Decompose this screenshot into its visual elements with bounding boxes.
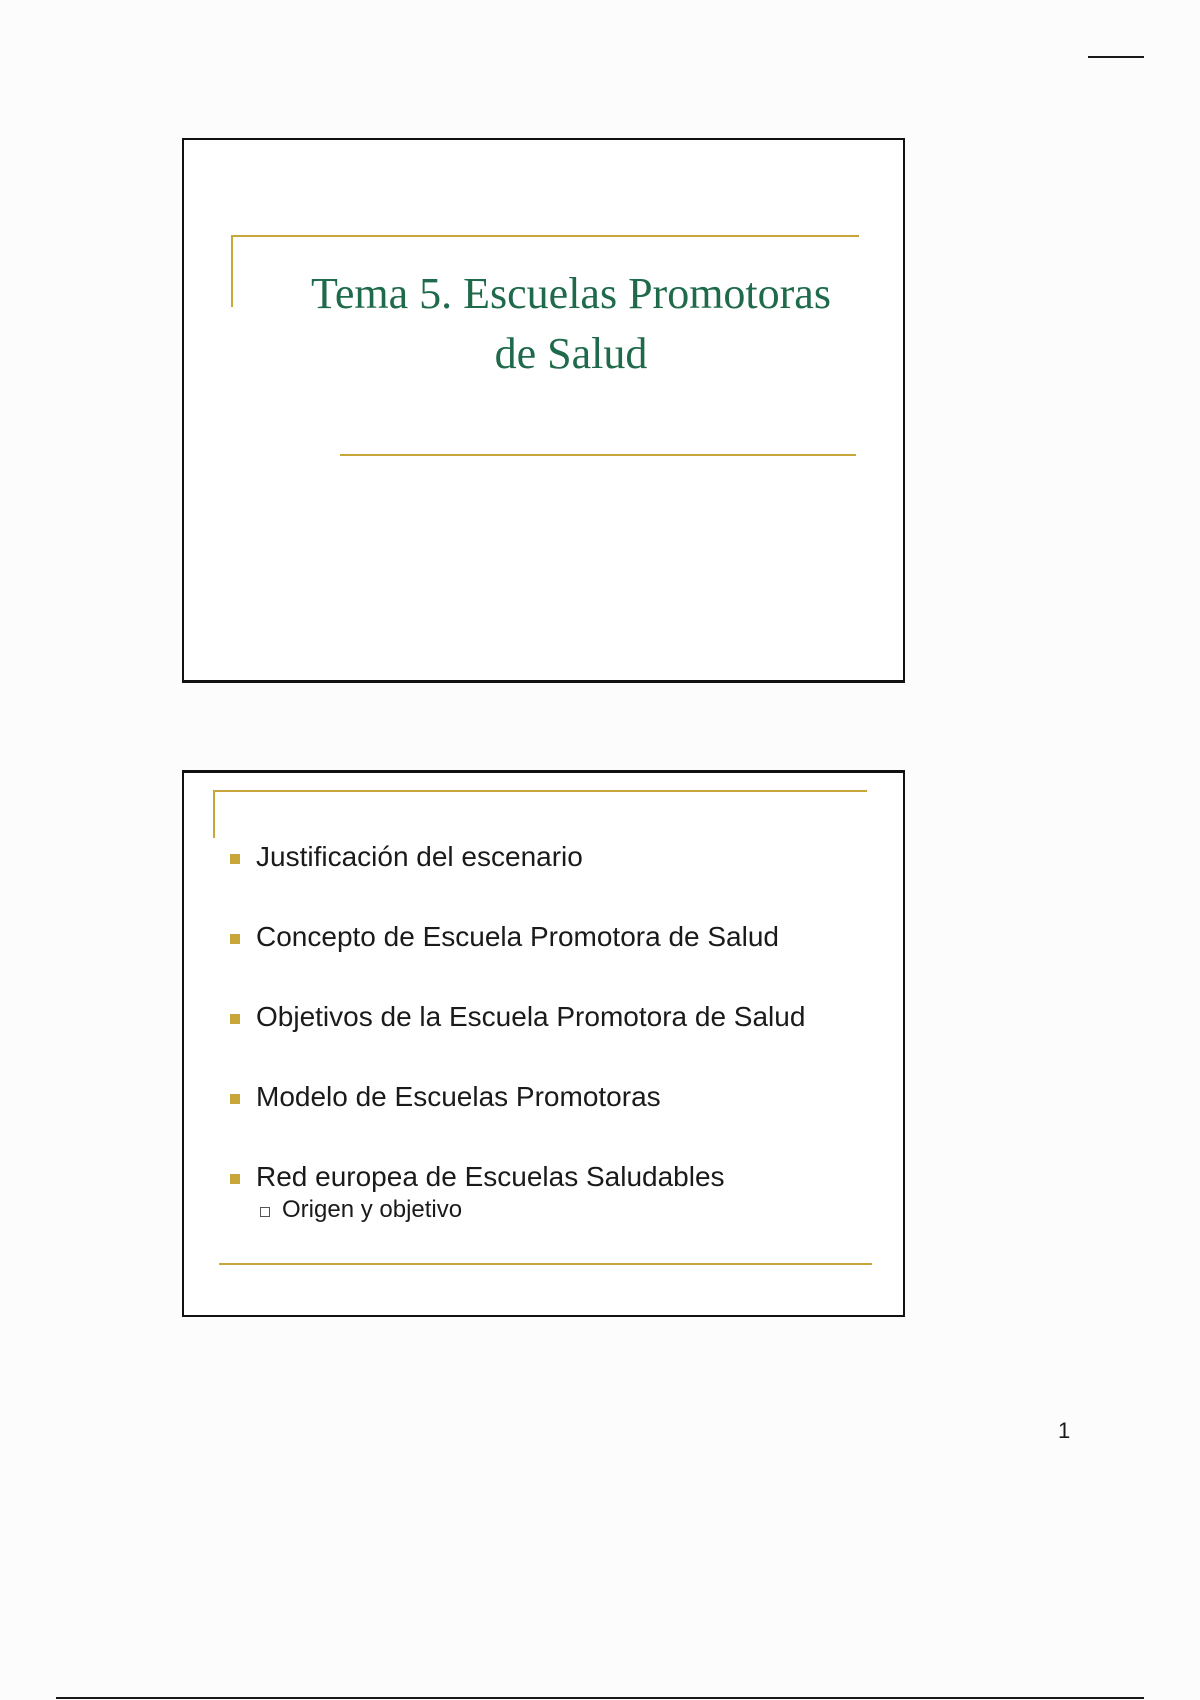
title-top-rule	[231, 235, 859, 237]
agenda-item-label: Concepto de Escuela Promotora de Salud	[256, 921, 779, 952]
agenda-bottom-rule	[219, 1263, 872, 1265]
agenda-item	[224, 919, 805, 955]
slide-title-line2: de Salud	[494, 329, 648, 378]
bullet-square-icon	[230, 1094, 240, 1104]
title-slide	[182, 138, 905, 683]
agenda-subitem	[256, 1195, 805, 1225]
hollow-square-bullet-icon	[260, 1207, 270, 1217]
agenda-item	[224, 839, 805, 875]
bullet-square-icon	[230, 854, 240, 864]
bullet-square-icon	[230, 1174, 240, 1184]
page-number: 1	[1058, 1418, 1071, 1443]
slide-title-line1: Tema 5. Escuelas Promotoras	[311, 269, 831, 318]
title-bottom-rule	[340, 454, 856, 456]
agenda-item-label: Objetivos de la Escuela Promotora de Salud	[256, 1001, 806, 1032]
agenda-item	[224, 999, 805, 1035]
agenda-item-label: Modelo de Escuelas Promotoras	[256, 1081, 661, 1112]
footer-rule	[56, 1697, 1144, 1699]
agenda-top-rule	[213, 790, 867, 792]
title-corner-rule	[231, 235, 233, 307]
slide-title	[256, 264, 886, 384]
agenda-list	[224, 839, 805, 1225]
agenda-subitem-label: Origen y objetivo	[282, 1196, 463, 1223]
header-rule	[1088, 56, 1144, 58]
bullet-square-icon	[230, 1014, 240, 1024]
agenda-slide	[182, 770, 905, 1317]
agenda-corner-rule	[213, 790, 215, 838]
bullet-square-icon	[230, 934, 240, 944]
agenda-item	[224, 1079, 805, 1115]
agenda-item	[224, 1159, 805, 1225]
agenda-item-label: Red europea de Escuelas Saludables	[256, 1161, 725, 1192]
agenda-item-label: Justificación del escenario	[256, 841, 583, 872]
